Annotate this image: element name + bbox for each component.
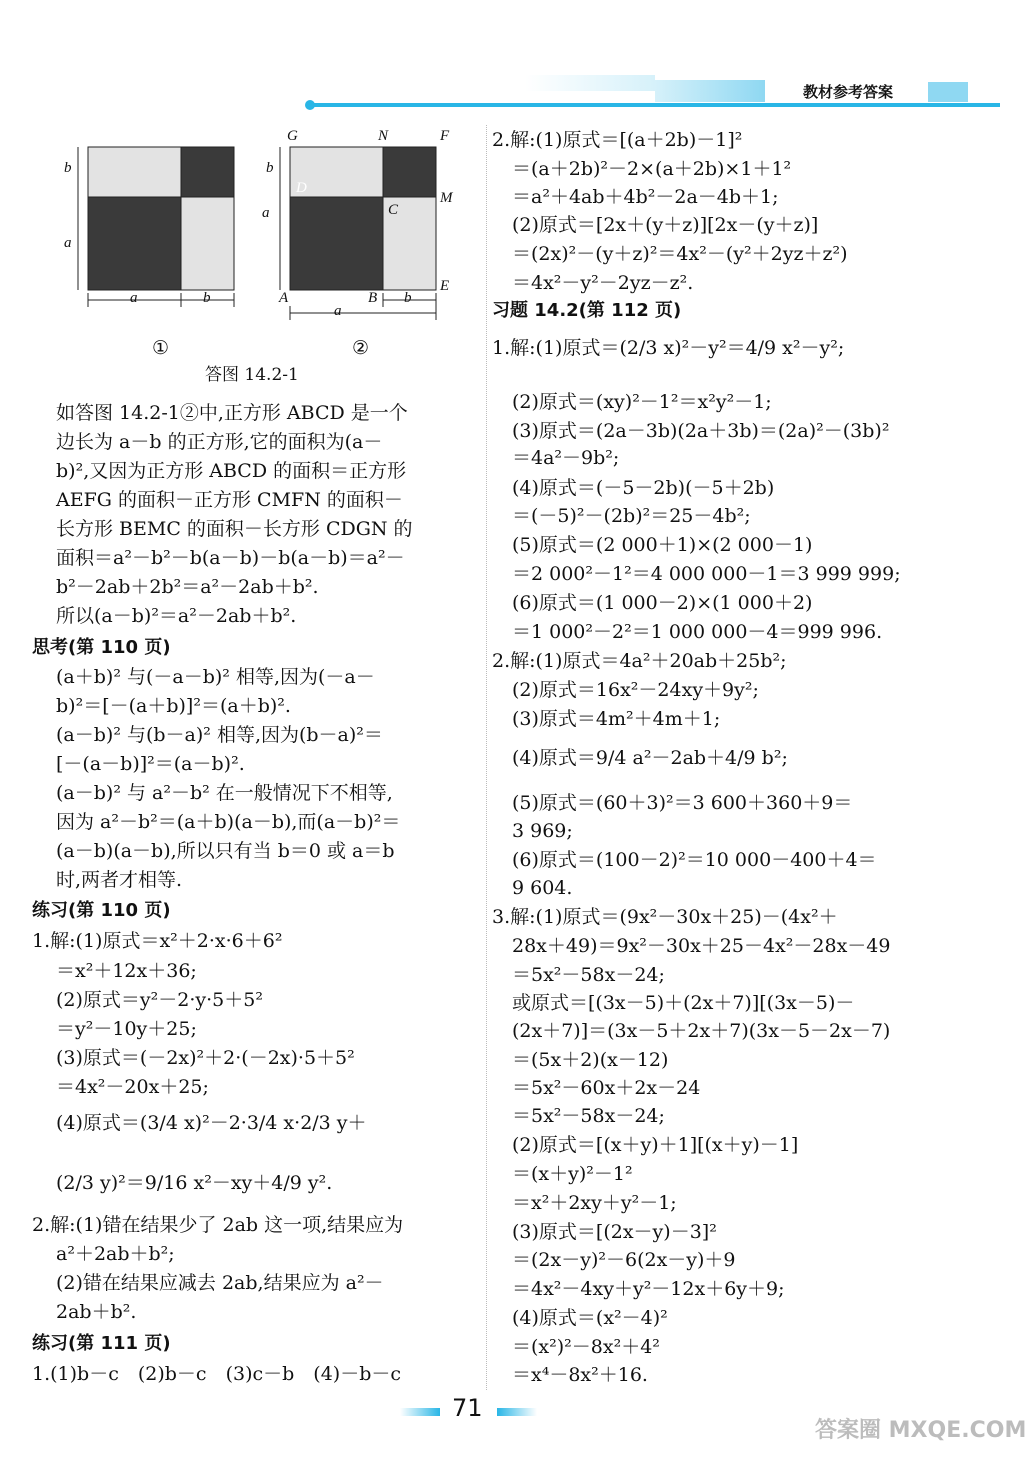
right-text-line: (2)原式＝[2x＋(y＋z)][2x－(y＋z)] xyxy=(512,214,819,236)
fig1-number: ① xyxy=(152,337,170,359)
right-text-line: ＝4a²－9b²; xyxy=(512,447,620,469)
right-text-line: 28x＋49)＝9x²－30x＋25－4x²－28x－49 xyxy=(512,935,891,957)
right-text-line: ＝x⁴－8x²＋16. xyxy=(512,1364,648,1386)
header-band-dots xyxy=(525,75,655,91)
fig2-number: ② xyxy=(352,337,370,359)
left-section-heading: 思考(第 110 页) xyxy=(32,637,171,658)
left-text-line: 如答图 14.2-1②中,正方形 ABCD 是一个 xyxy=(56,402,408,424)
left-text-line: (a－b)(a－b),所以只有当 b＝0 或 a＝b xyxy=(56,840,395,862)
fig1-label-a-bottom: a xyxy=(130,290,138,306)
right-text-line: ＝4x²－4xy＋y²－12x＋6y＋9; xyxy=(512,1278,785,1300)
right-text-line: ＝5x²－58x－24; xyxy=(512,1105,665,1127)
left-text-line: AEFG 的面积－正方形 CMFN 的面积－ xyxy=(56,489,403,511)
left-text-line: (2)原式＝y²－2·y·5＋5² xyxy=(56,989,263,1011)
header-band xyxy=(655,80,765,102)
fig2-label-C: C xyxy=(388,202,399,218)
fig2-top-right-square xyxy=(383,147,436,197)
left-section-heading: 练习(第 111 页) xyxy=(32,1333,171,1354)
right-text-line: (2x＋7)]＝(3x－5＋2x＋7)(3x－5－2x－7) xyxy=(512,1020,891,1042)
left-text-line: b²－2ab＋2b²＝a²－2ab＋b². xyxy=(56,576,319,598)
fig1-top-right-square xyxy=(181,147,234,197)
left-text-line: b)²＝[－(a＋b)]²＝(a＋b)². xyxy=(56,695,291,717)
left-text-line: ＝4x²－20x＋25; xyxy=(56,1076,209,1098)
right-text-line: (3)原式＝[(2x－y)－3]² xyxy=(512,1221,717,1243)
right-text-line: (3)原式＝(2a－3b)(2a＋3b)＝(2a)²－(3b)² xyxy=(512,420,890,442)
right-text-line: ＝5x²－58x－24; xyxy=(512,964,665,986)
left-text-line: ＝x²＋12x＋36; xyxy=(56,960,197,982)
left-text-line: 2.解:(1)错在结果少了 2ab 这一项,结果应为 xyxy=(32,1214,404,1236)
left-text-line: 长方形 BEMC 的面积－长方形 CDGN 的 xyxy=(56,518,413,540)
right-text-line: (6)原式＝(1 000－2)×(1 000＋2) xyxy=(512,592,813,614)
left-text-line: [－(a－b)]²＝(a－b)². xyxy=(56,753,245,775)
left-text-line: 1.解:(1)原式＝x²＋2·x·6＋6² xyxy=(32,930,283,952)
fig1-bottom-right-rect xyxy=(181,197,234,290)
fig2-label-N: N xyxy=(378,128,389,144)
fig1-label-b-bottom: b xyxy=(203,290,211,306)
left-text-line: (2/3 y)²＝9/16 x²－xy＋4/9 y². xyxy=(56,1172,333,1194)
right-text-line: (4)原式＝(x²－4)² xyxy=(512,1307,668,1329)
right-text-line: ＝1 000²－2²＝1 000 000－4＝999 996. xyxy=(512,621,883,643)
fig2-label-a-left: a xyxy=(262,205,270,221)
right-text-line: (5)原式＝(60＋3)²＝3 600＋360＋9＝ xyxy=(512,792,853,814)
fig1-label-a-left: a xyxy=(64,235,72,251)
fig2-label-D: D xyxy=(296,180,307,196)
fig2-square-abcd xyxy=(290,197,383,290)
header-band-right xyxy=(928,82,968,102)
right-text-line: ＝2 000²－1²＝4 000 000－1＝3 999 999; xyxy=(512,563,901,585)
right-text-line: 2.解:(1)原式＝4a²＋20ab＋25b²; xyxy=(492,650,787,672)
right-text-line: 3.解:(1)原式＝(9x²－30x＋25)－(4x²＋ xyxy=(492,906,838,928)
right-text-line: ＝(5x＋2)(x－12) xyxy=(512,1049,669,1071)
right-text-line: (2)原式＝16x²－24xy＋9y²; xyxy=(512,679,759,701)
right-text-line: (2)原式＝(xy)²－1²＝x²y²－1; xyxy=(512,391,772,413)
figure-caption: 答图 14.2-1 xyxy=(205,365,299,385)
footer-deco-right xyxy=(497,1408,537,1416)
fig2-label-E: E xyxy=(440,278,450,294)
right-text-line: (4)原式＝9/4 a²－2ab＋4/9 b²; xyxy=(512,747,788,769)
right-text-line: ＝a²＋4ab＋4b²－2a－4b＋1; xyxy=(512,186,779,208)
fig1-label-b-left: b xyxy=(64,160,72,176)
right-text-line: ＝(a＋2b)²－2×(a＋2b)×1＋1² xyxy=(512,158,792,180)
fig2-label-B: B xyxy=(368,290,378,306)
fig2-label-b-bottom: b xyxy=(404,290,412,306)
right-text-line: (6)原式＝(100－2)²＝10 000－400＋4＝ xyxy=(512,849,877,871)
fig2-label-F: F xyxy=(440,128,450,144)
fig2-label-A: A xyxy=(279,290,289,306)
column-divider xyxy=(486,125,487,1390)
left-text-line: (a－b)² 与(b－a)² 相等,因为(b－a)²＝ xyxy=(56,724,383,746)
right-text-line: ＝x²＋2xy＋y²－1; xyxy=(512,1192,677,1214)
left-text-line: 时,两者才相等. xyxy=(56,869,183,891)
header-dot xyxy=(305,100,315,110)
right-text-line: ＝(x＋y)²－1² xyxy=(512,1163,633,1185)
left-text-line: a²＋2ab＋b²; xyxy=(56,1243,175,1265)
page-number: 71 xyxy=(452,1394,483,1422)
right-text-line: ＝5x²－60x＋2x－24 xyxy=(512,1077,701,1099)
left-text-line: 因为 a²－b²＝(a＋b)(a－b),而(a－b)²＝ xyxy=(56,811,401,833)
left-text-line: (a＋b)² 与(－a－b)² 相等,因为(－a－ xyxy=(56,666,375,688)
right-text-line: ＝(2x)²－(y＋z)²＝4x²－(y²＋2yz＋z²) xyxy=(512,243,848,265)
left-text-line: (3)原式＝(－2x)²＋2·(－2x)·5＋5² xyxy=(56,1047,355,1069)
right-section-heading: 习题 14.2(第 112 页) xyxy=(492,300,682,321)
left-text-line: b)²,又因为正方形 ABCD 的面积＝正方形 xyxy=(56,460,407,482)
fig1-top-left-rect xyxy=(88,147,181,197)
right-text-line: ＝(－5)²－(2b)²＝25－4b²; xyxy=(512,505,751,527)
left-text-line: 边长为 a－b 的正方形,它的面积为(a－ xyxy=(56,431,383,453)
right-text-line: 9 604. xyxy=(512,877,573,899)
right-text-line: 1.解:(1)原式＝(2/3 x)²－y²＝4/9 x²－y²; xyxy=(492,337,845,359)
left-text-line: 所以(a－b)²＝a²－2ab＋b². xyxy=(56,605,297,627)
left-section-heading: 练习(第 110 页) xyxy=(32,900,171,921)
left-text-line: (2)错在结果应减去 2ab,结果应为 a²－ xyxy=(56,1272,384,1294)
footer-deco-left xyxy=(400,1408,440,1416)
figure-14-2-1 xyxy=(50,125,470,390)
header-title: 教材参考答案 xyxy=(802,83,893,101)
right-text-line: ＝(x²)²－8x²＋4² xyxy=(512,1336,660,1358)
fig2-label-b-left: b xyxy=(266,160,274,176)
fig2-label-M: M xyxy=(440,190,453,206)
left-text-line: (4)原式＝(3/4 x)²－2·3/4 x·2/3 y＋ xyxy=(56,1112,367,1134)
left-text-line: 1.(1)b－c (2)b－c (3)c－b (4)－b－c xyxy=(32,1363,401,1385)
left-text-line: ＝y²－10y＋25; xyxy=(56,1018,197,1040)
fig2-label-a-bottom: a xyxy=(334,303,342,319)
fig1-big-square xyxy=(88,197,181,290)
right-text-line: 2.解:(1)原式＝[(a＋2b)－1]² xyxy=(492,129,743,151)
right-text-line: (5)原式＝(2 000＋1)×(2 000－1) xyxy=(512,534,813,556)
right-text-line: ＝(2x－y)²－6(2x－y)＋9 xyxy=(512,1249,736,1271)
right-text-line: 或原式＝[(3x－5)＋(2x＋7)][(3x－5)－ xyxy=(512,992,855,1014)
watermark-logo: 答案圈 MXQE.COM xyxy=(815,1418,1026,1443)
right-text-line: (2)原式＝[(x＋y)＋1][(x＋y)－1] xyxy=(512,1134,799,1156)
left-text-line: 2ab＋b². xyxy=(56,1301,137,1323)
left-text-line: (a－b)² 与 a²－b² 在一般情况下不相等, xyxy=(56,782,393,804)
fig2-label-G: G xyxy=(287,128,298,144)
right-text-line: ＝4x²－y²－2yz－z². xyxy=(512,272,694,294)
left-text-line: 面积＝a²－b²－b(a－b)－b(a－b)＝a²－ xyxy=(56,547,405,569)
right-text-line: (3)原式＝4m²＋4m＋1; xyxy=(512,708,721,730)
right-text-line: (4)原式＝(－5－2b)(－5＋2b) xyxy=(512,477,775,499)
right-text-line: 3 969; xyxy=(512,820,573,842)
